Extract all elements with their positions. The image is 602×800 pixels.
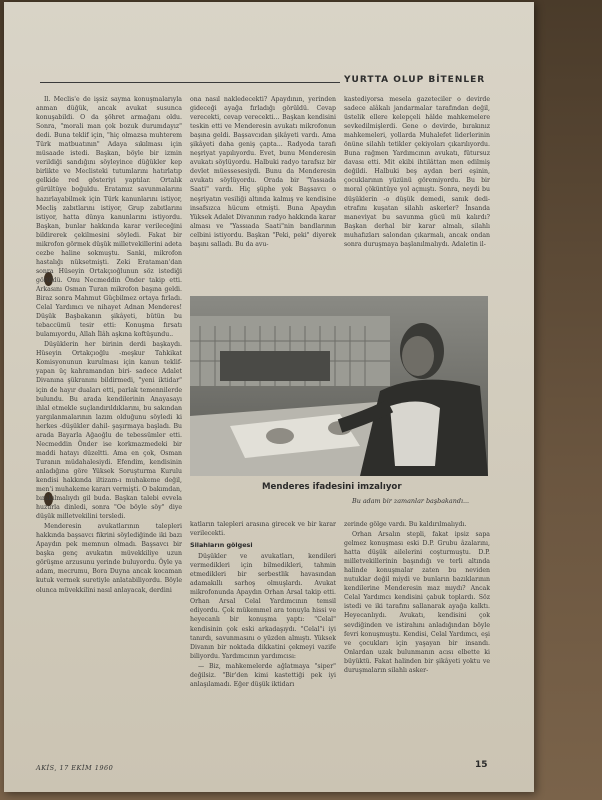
paragraph: katların talepleri arasına girecek ve bir karar verilecekti. [190,521,336,538]
article-column-2-bottom [190,520,336,760]
paragraph: Düşükler ve avukatları, kendileri vermedikleri için bilmedikleri, tahmin etmedikleri bir serbestlik havasından adamakıllı sarhoş olmuşlardı. Avukat mikrofonunda Apaydın Orhan Arsal takip etti. Orhan Arsal Celal Yardımcının temsil ediyordu. Çok mükemmel ara tonuyla hissi ve heyecanlı bir konuşma yaptı: "Celal" kendisinin çok eski arkadaşıydı. "Celal"i iyi tanırdı, savunmasını o yüzden almıştı. Yüksek Divanın bir noktada dikkatini çekmeyi vazife biliyordu. Yardımcının yardımcısı: [190,553,336,660]
header-rule [40,82,340,83]
photo-caption: Menderes ifadesini imzalıyor [262,482,402,492]
issue-footer: AKİS, 17 EKİM 1960 [36,764,114,772]
page-number: 15 [475,760,488,770]
article-column-3-top [344,95,490,293]
paragraph: ona nasıl nakledecekti? Apaydının, yerinden gideceği ayağa fırladığı görüldü. Cevap verecekti, cevap verecekti... Başkan kendisini teskin etti ve Menderesin avukatı mikrofonun başına geldi. Başsavcıdan şikâyeti vardı. Ama şikâyeti daha geniş çapta... Radyoda tarafı neşriyat yapılıyordu. Evet, bunu Menderesin avukatı söylüyordu. Halbuki radyo tarafsız bir devlet müessesesiydi. Bunu da Menderesin avukatı söylüyordu. Orada bir "Yassıada Saati" vardı. Hiç şüphe yok Başsavcı o neşriyatın vesiliği altında kalmış ve kendisine insafsızca hücum etmişti. Buna Apaydın Yüksek Adalet Divanının radyo hakkında karar alması ve "Yassıada Saati"nin bandlarının celbini istiyordu. Başkan "Peki, peki" diyerek başını salladı. Bu da avu- [190,96,336,248]
paragraph: — Biz, mahkemelerde ağlatmaya "siper" değilsiz. "Bir'den kimi kastettiği pek iyi anlaşılamadı. Eğer düşük iktidarı [190,662,336,688]
paragraph: Menderesin avukatlarının talepleri hakkında başsavcı fikrini söylediğinde iki bazı Apaydın pek memnun olmadı. Başsavcı bir başka genç avukatın müvekkiliye uzun görüşme arzusunu yerinde buluyordu. Öyle ya adam, mecrumu, Bora Duyna ancak kocaman kutuk vermek suretiyle anlatabiliyordu. Böyle olunca müvekkilini nasıl anlayacak, derdini [36,523,182,594]
photo-subcaption: Bu adam bir zamanlar başbakandı... [352,497,470,505]
news-photo [190,296,488,476]
article-column-1 [36,95,182,760]
photo-illustration [190,296,488,476]
paragraph: kastediyorsa mesela gazeteciler o devirde sadece alâkalı jandarmalar tarafından değil, üstelik ellere kelepçeli hâlde mahkemelere sevkedilmişlerdi. Gene o devirde, bırakınız mahkemeleri, yollarda Muhalefet liderlerinin önüne silahlı tetikler çekiyoları çıkarılıyordu. Buna rağmen Yardımcının avukatı, fütursuz davası etti. Mit ekibi ihtilâttan men edilmiş değildi. Halbuki beş aydan beri eşinin, çocuklarının yüzünü göremiyordu. Bu bir moral çöküntüye yol açmıştı. Sonra, neydi bu düşüklerin -o düşük demedi, sanık dedi- etrafını kuşatan silahlı askerler? İnsanda maneviyat bu savunma gücü mü kalırdı? Başkan derhal bir karar almalı, silahlı muhafızları salondan çıkarmalı, ancak ondan sonra duruşmaya başlanılmalıydı. Adaletin il- [344,96,490,248]
section-title: YURTTA OLUP BİTENLER [344,75,486,85]
paragraph: Il. Meclis'e de işsiz sayma konuşmalarıyla anman düğük, ancak avukat susunca konuşabildi. O da şöhret armağanı oldu. Sonra, "morali man çok bozuk durumdayız" dedi. Buna teklif için, "hiç olmazsa muhterem Türk matbuatının" Adaya sıkılması için müsaade istedi. Başkan, böyle bir izmin verildiği sandığını söyleyince düğükler kep birlikte ve Meclisteki tutumlarını hatırlatıp gelkide red gösteriyi yaptılar. Ortalık gürültüye boğuldu. Eratamız savunmalarını hazırlayabilmek için Türk kanunlarını istiyor, Mecliş zabıtlarını istiyor, Grup zabıtlarını istiyor, hatta dünya kanunlarını istiyordu. Başkan, bunlar hakkında karar verileceğini bildirerek çekilmesini söyledi. Fakat bir mikrofon görmek düşük milletvekillerini adeta cezbe haline sokmuştu. Sanki, mikrofon hastalığı nüksetmişti. Zeki Erataman'dan sonra Hüseyin Ortakçıoğlunun söz istediği görüldü. Onu Necmeddin Önder takip etti. Arkasını Osman Turan mikrofon başına geldi. Biraz sonra Mahmut Güçbilmez ortaya fırladı. Celal Yardımcı ve nihayet Adnan Menderes! Düşük Başbakanın şikâyeti, bütün bu tebaccümü tesir etti: Konuşma fırsatı bulamıyordu, Allah İlâh aşkına koftüşundu.. [36,96,182,339]
article-column-3-bottom [344,520,490,760]
paragraph: Orhan Arsalın stepli, fakat ipsiz sapa gelmez konuşması eski D.P. Grubu âzalarını, hatta düşük ailelerini coşturmuştu. D.P. milletvekillerinin başındığı ve terli altında halinde konuşmalar zaten bu neviden nutuklar değil miydi ve bunların bazıklarının kendilerine Menderesin maz mıydı? Ancak Celal Yardımcı kendisini çabuk toplardı. Söz istedi ve iki tarafını sallanarak ayağa kalktı. Heyecanlıydı. Avukatı, kendisini çok sevdiğinden ve istirahını anladığından böyle fevri konuşmuştu. Kendisi, Celal Yardımcı, eşi ve çocukları için yaşayan bir insandı. Onlardan uzak bulunmanın acısı elbette ki büyüktü. Fakat halinden bir şikâyeti yoktu ve duruşmaların silahlı asker- [344,531,490,674]
paragraph: zerinde gölge vardı. Bu kaldırılmalıydı. [344,521,467,528]
subheading: Silahların gölgesi [190,541,253,550]
article-column-2-top [190,95,336,293]
paragraph: Düşüklerin her birinin derdi başkaydı. Hüseyin Ortakçıoğlu -meşkur Tahkikat Komisyonunun kurulması için kanun teklif- yapan üç kahramandan biri- sadece Adalet Divanına şükranını bildirmedi, "yeni iktidar" için de hayır duaları etti, parlak temennilerde bulundu. Bu arada kendilerinin Anayasayı ihlal etmekle suçlandırıldıklarını, bu sakından yargılanmalarının lazım olduğunu söyledi ki herkes -düşükler dahil- şaşırmaya başladı. Bu arada Bayarla Ağaoğlu de tebessümler etti. Necmeddin Önder ise korkmazmedeki bir maddi hatayı düzeltti. Ama en çok, Osman Turanın müdahalesiydi. Efendim, kendisinin anladığına göre Yüksek Soruşturma Kurulu kendisi hakkında iltizam-ı muhakeme değil, men'i muhakeme kararı vermişti. O bakımdan, bırakılmalıydı gil buda. Başkan talebi evvela huzurla dinledi, sonra "Oe böyle söy" diye düşük milletvekilini tersledi. [36,341,182,521]
